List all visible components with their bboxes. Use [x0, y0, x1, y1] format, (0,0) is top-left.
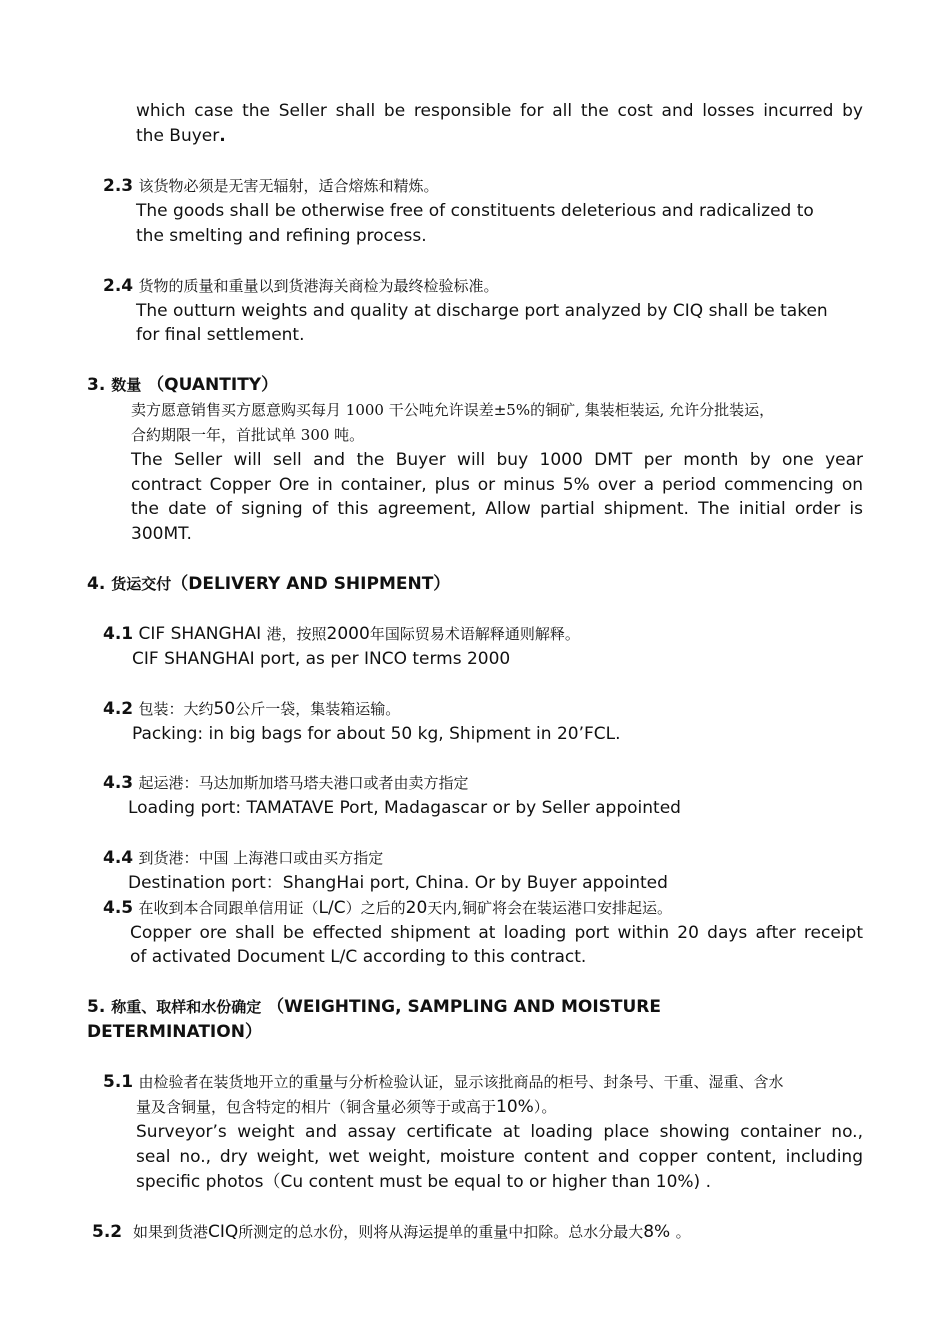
- clause-4-2-heading: 4.2 包装：大约50公斤一袋，集装箱运输。: [103, 699, 401, 719]
- paragraph-line: CIF SHANGHAI port, as per INCO terms 2000: [132, 649, 511, 669]
- paragraph-line: the date of signing of this agreement, Allow partial shipment. The initial order is: [131, 499, 863, 519]
- paragraph-line: Surveyor’s weight and assay certificate at loading place showing container no.,: [136, 1122, 863, 1142]
- clause-2-4-heading: 2.4 货物的质量和重量以到货港海关商检为最终检验标准。: [103, 276, 499, 296]
- paragraph-line: Copper ore shall be effected shipment at loading port within 20 days after receipt: [130, 923, 863, 943]
- paragraph-line: The outturn weights and quality at discharge port analyzed by CIQ shall be taken: [136, 301, 828, 321]
- paragraph-line: 量及含铜量，包含特定的相片（铜含量必须等于或高于10%）。: [136, 1097, 557, 1117]
- paragraph-line: specific photos（Cu content must be equal to or higher than 10%) .: [136, 1172, 711, 1192]
- clause-5-1-heading: 5.1 由检验者在装货地开立的重量与分析检验认证，显示该批商品的柜号、封条号、干重、湿重、含水: [103, 1072, 784, 1092]
- paragraph-line: Packing: in big bags for about 50 kg, Shipment in 20’FCL.: [132, 724, 621, 744]
- clause-5-2-heading: 5.2 如果到货港CIQ所测定的总水份，则将从海运提单的重量中扣除。总水分最大8% 。: [92, 1222, 691, 1242]
- clause-4-3-heading: 4.3 起运港：马达加斯加塔马塔夫港口或者由卖方指定: [103, 773, 469, 793]
- section-5-heading: 5. 称重、取样和水份确定 （WEIGHTING, SAMPLING AND MOISTURE: [87, 997, 661, 1017]
- paragraph-line: the Buyer.: [136, 126, 226, 146]
- section-4-heading: 4. 货运交付（DELIVERY AND SHIPMENT）: [87, 574, 451, 594]
- clause-4-4-heading: 4.4 到货港：中国 上海港口或由买方指定: [103, 848, 384, 868]
- paragraph-line: which case the Seller shall be responsible for all the cost and losses incurred by: [136, 101, 863, 121]
- clause-2-3-heading: 2.3 该货物必须是无害无辐射，适合熔炼和精炼。: [103, 176, 439, 196]
- paragraph-line: 卖方愿意销售买方愿意购买每月 1000 干公吨允许误差±5%的铜矿, 集装柜装运, 允许分批装运，: [131, 401, 775, 419]
- paragraph-line: of activated Document L/C according to this contract.: [130, 947, 587, 967]
- paragraph-line: Destination port：ShangHai port, China. Or by Buyer appointed: [128, 873, 668, 893]
- paragraph-line: seal no., dry weight, wet weight, moisture content and copper content, including: [136, 1147, 863, 1167]
- section-5-heading-cont: DETERMINATION）: [87, 1022, 262, 1042]
- paragraph-line: The Seller will sell and the Buyer will buy 1000 DMT per month by one year: [131, 450, 863, 470]
- section-3-heading: 3. 数量 （QUANTITY）: [87, 375, 279, 395]
- paragraph-line: The goods shall be otherwise free of constituents deleterious and radicalized to: [136, 201, 814, 221]
- paragraph-line: 合約期限一年，首批试单 300 吨。: [131, 426, 365, 444]
- clause-4-5-heading: 4.5 在收到本合同跟单信用证（L/C）之后的20天内,铜矿将会在装运港口安排起运。: [103, 898, 673, 918]
- paragraph-line: Loading port: TAMATAVE Port, Madagascar or by Seller appointed: [128, 798, 681, 818]
- paragraph-line: the smelting and refining process.: [136, 226, 427, 246]
- paragraph-line: for final settlement.: [136, 325, 305, 345]
- paragraph-line: 300MT.: [131, 524, 192, 544]
- clause-4-1-heading: 4.1 CIF SHANGHAI 港，按照2000年国际贸易术语解释通则解释。: [103, 624, 580, 644]
- paragraph-line: contract Copper Ore in container, plus or minus 5% over a period commencing on: [131, 475, 863, 495]
